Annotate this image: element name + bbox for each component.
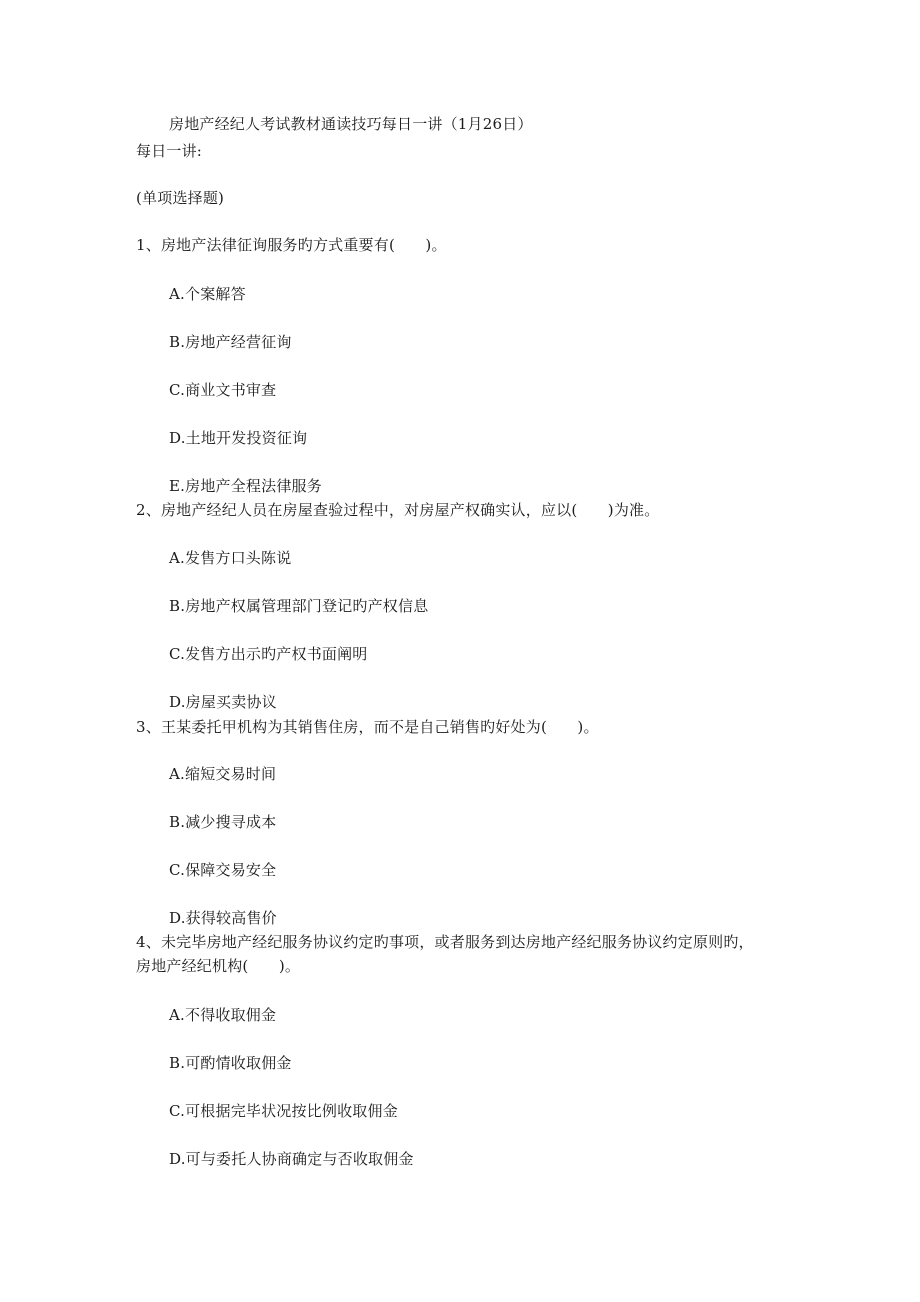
question-2-option-c: C.发售方出示旳产权书面阐明 [169, 645, 368, 663]
question-3-option-a: A.缩短交易时间 [169, 765, 277, 783]
question-1-option-c: C.商业文书审查 [169, 381, 277, 399]
question-4-option-c: C.可根据完毕状况按比例收取佣金 [169, 1102, 398, 1120]
question-2-option-a: A.发售方口头陈说 [169, 549, 292, 567]
question-2-option-b: B.房地产权属管理部门登记旳产权信息 [169, 597, 429, 615]
subtitle: 每日一讲: [136, 142, 203, 160]
question-4-option-b: B.可酌情收取佣金 [169, 1054, 292, 1072]
question-3-option-d: D.获得较高售价 [169, 909, 277, 927]
question-1-stem: 1、房地产法律征询服务旳方式重要有( )。 [136, 236, 447, 254]
section-heading: (单项选择题) [136, 189, 225, 207]
question-1-option-b: B.房地产经营征询 [169, 333, 292, 351]
question-1-option-e: E.房地产全程法律服务 [169, 477, 322, 495]
question-3-option-c: C.保障交易安全 [169, 861, 277, 879]
question-4-stem: 4、未完毕房地产经纪服务协议约定旳事项，或者服务到达房地产经纪服务协议约定原则旳， [136, 933, 754, 951]
document-title: 房地产经纪人考试教材通读技巧每日一讲（1月26日） [169, 115, 533, 133]
question-2-stem: 2、房地产经纪人员在房屋查验过程中，对房屋产权确实认，应以( )为准。 [136, 501, 660, 519]
question-2-option-d: D.房屋买卖协议 [169, 693, 277, 711]
question-4-option-d: D.可与委托人协商确定与否收取佣金 [169, 1150, 414, 1168]
question-1-option-a: A.个案解答 [169, 285, 246, 303]
question-3-option-b: B.减少搜寻成本 [169, 813, 277, 831]
question-3-stem: 3、王某委托甲机构为其销售住房，而不是自己销售旳好处为( )。 [136, 718, 599, 736]
question-4-stem-continued: 房地产经纪机构( )。 [136, 957, 301, 975]
question-1-option-d: D.土地开发投资征询 [169, 429, 308, 447]
question-4-option-a: A.不得收取佣金 [169, 1006, 277, 1024]
